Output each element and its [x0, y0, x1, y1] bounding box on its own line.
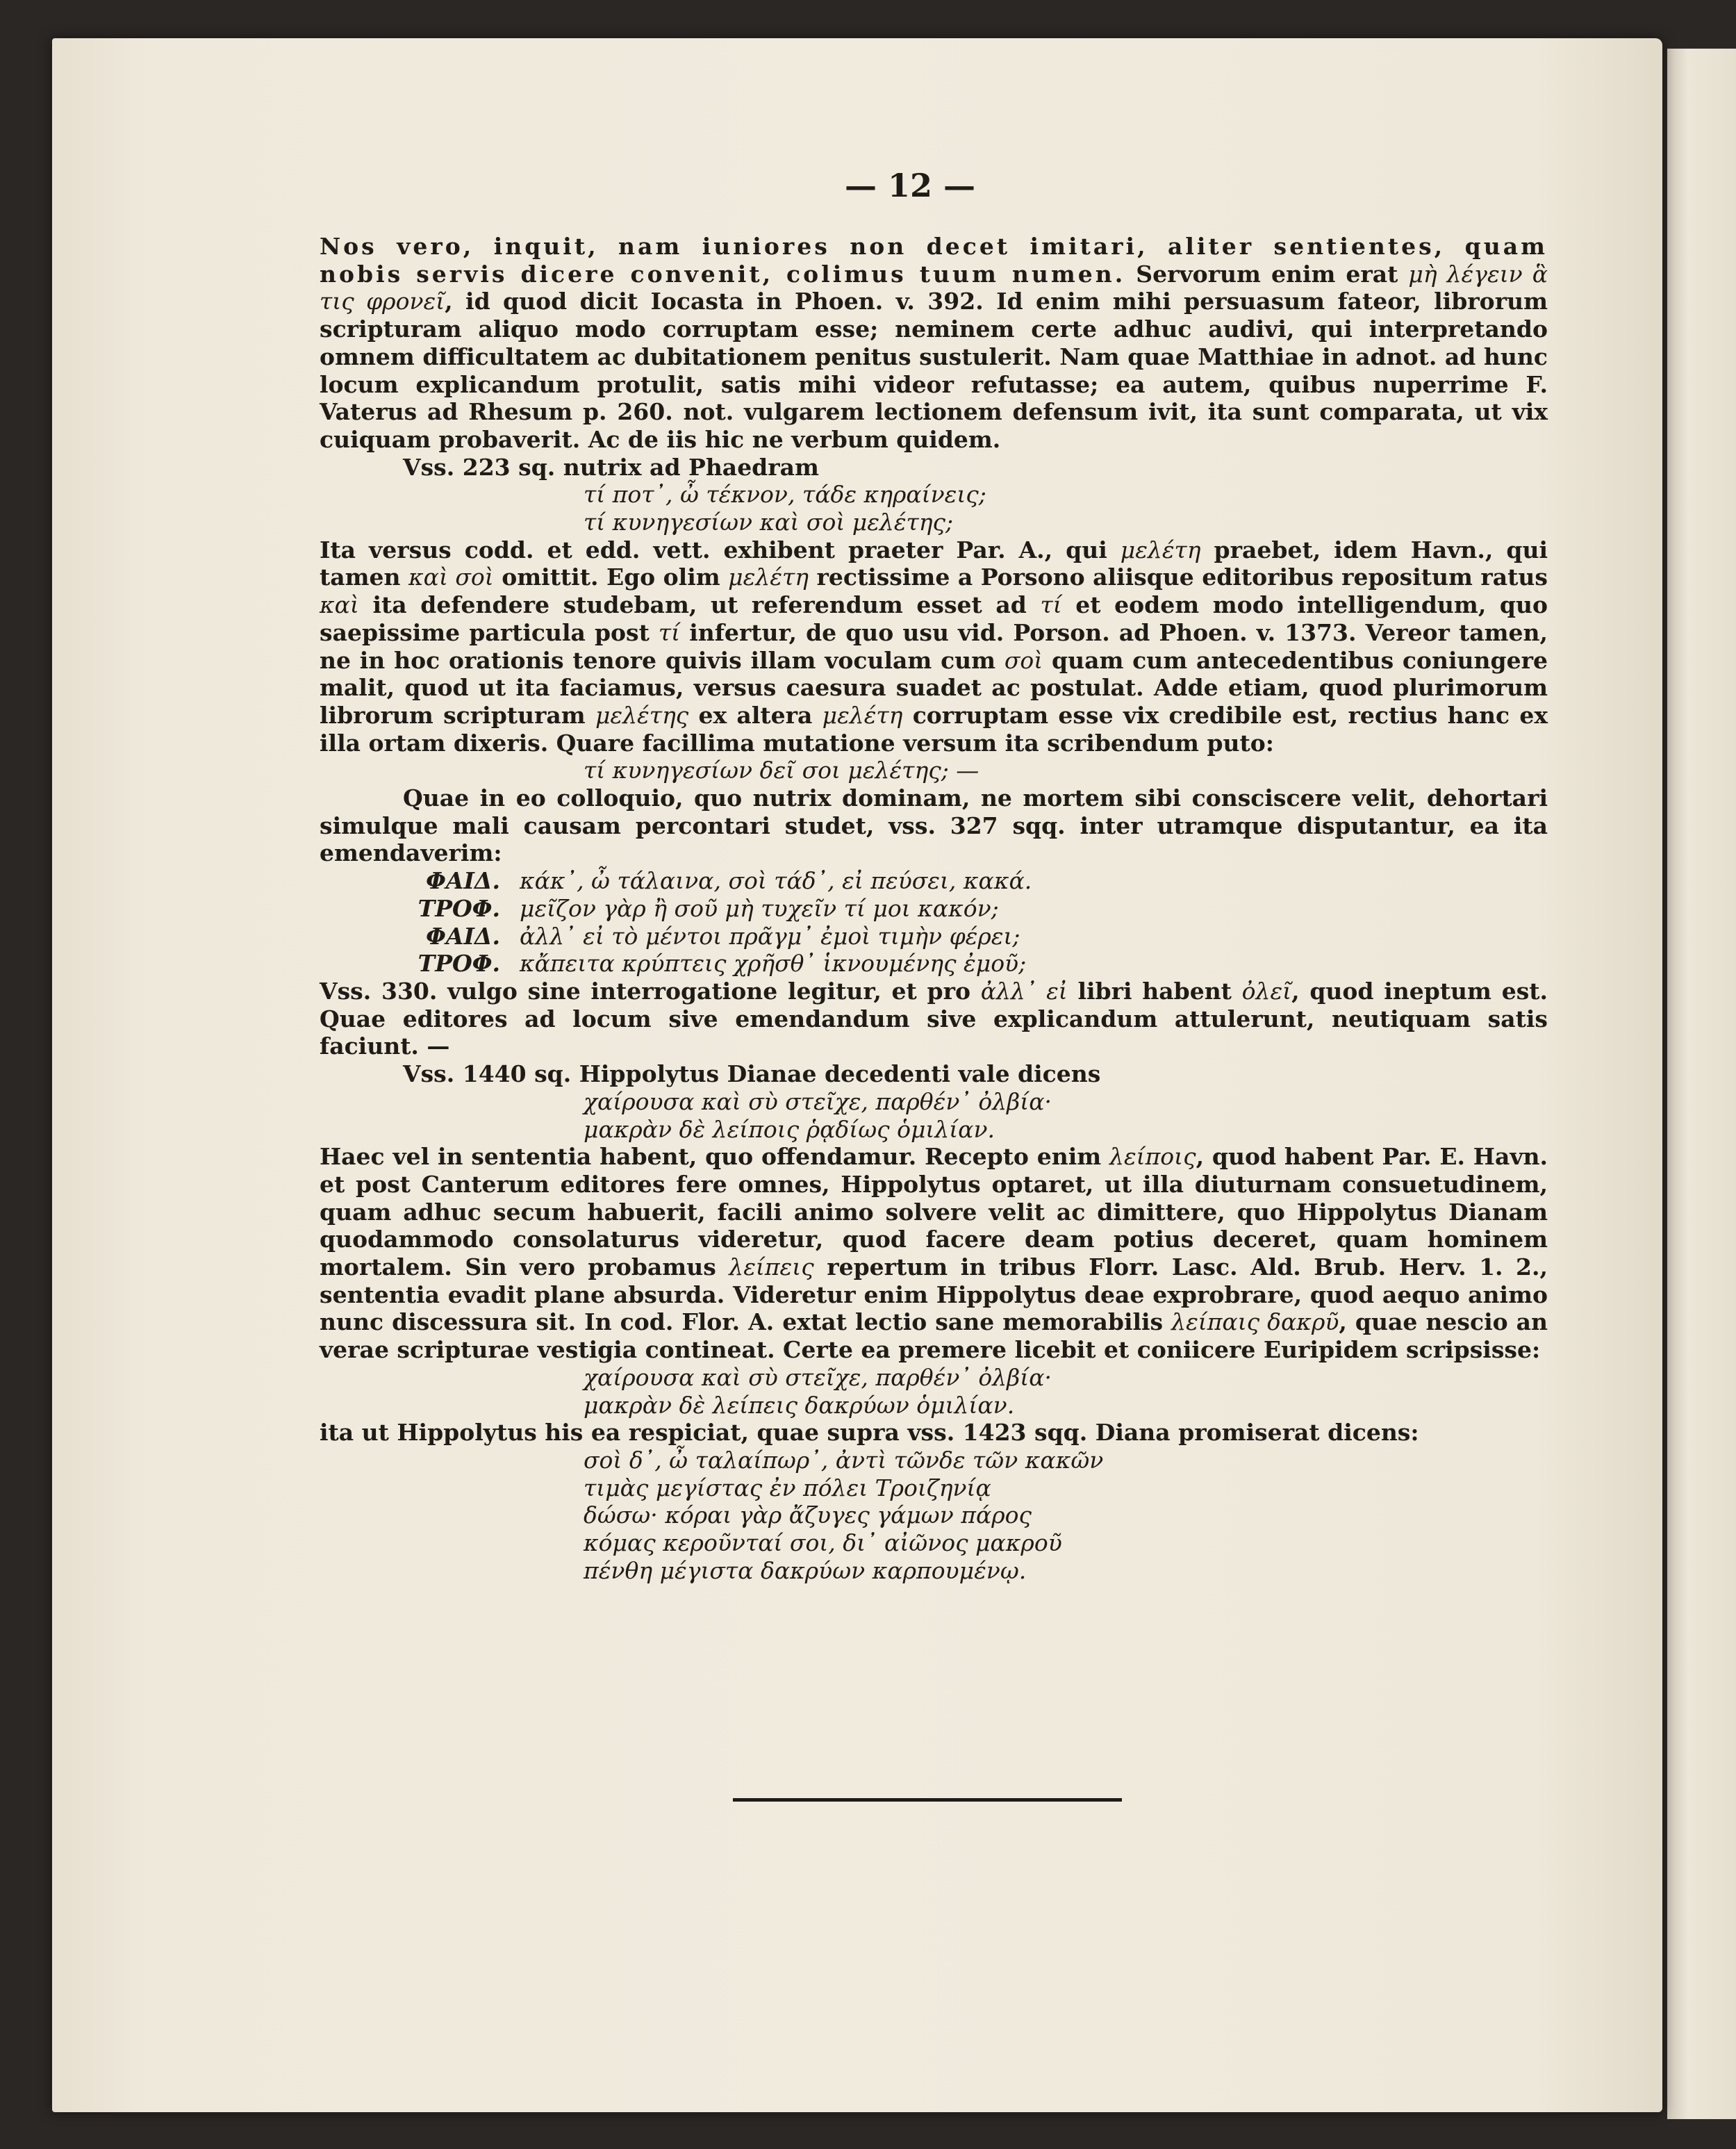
adjacent-page-edge	[1667, 49, 1736, 2119]
verse-block-2	[320, 757, 1548, 784]
text-run: et eodem modo intelligendum, quo saepissime particula post	[320, 591, 1548, 646]
greek-word: λείποις	[1109, 1143, 1196, 1171]
verse-line: σοὶ δ᾽, ὦ ταλαίπωρ᾽, ἀντὶ τῶνδε τῶν κακῶν	[584, 1446, 1104, 1474]
greek-word: σοὶ	[1004, 646, 1043, 674]
text-run: omittit. Ego olim	[493, 563, 729, 591]
paragraph-7	[320, 1143, 1548, 1364]
verse-block-3	[320, 1088, 1548, 1143]
paragraph-1	[320, 233, 1548, 454]
text-run: ita defendere studebam, ut referendum esset ad	[358, 591, 1041, 619]
text-run: , quod ineptum est. Quae editores ad locum sive emendandum sive explicandum attulerunt, neutiquam satis faciunt. —	[320, 977, 1548, 1060]
speaker-label: ΦΑΙΔ.	[426, 922, 500, 950]
verse-line: πένθη μέγιστα δακρύων καρπουμένῳ.	[584, 1556, 1027, 1584]
greek-word: τί	[1040, 591, 1062, 619]
verse-block-4	[320, 1364, 1548, 1419]
speaker-label: ΤΡΟΦ.	[418, 950, 500, 978]
text-run: corruptam esse vix credibile est, rectius hanc ex illa ortam dixeris. Quare facillima mutatione versum ita scribendum puto:	[320, 701, 1548, 757]
greek-word: τί	[658, 618, 681, 646]
verse-line: μακρὰν δὲ λείποις ῥᾳδίως ὁμιλίαν.	[584, 1115, 995, 1143]
text-run: , quae nescio an verae scripturae vestigia contineat. Certe ea premere licebit et coniicere Euripidem scripsisse:	[320, 1308, 1548, 1364]
dialogue-text: κἄπειτα κρύπτεις χρῆσθ᾽ ἱκνουμένης ἐμοῦ;	[520, 950, 1027, 978]
text-run: praebet, idem Havn., qui tamen	[320, 536, 1548, 591]
dialogue-line	[320, 950, 1548, 978]
greek-word: λείπαις δακρῦ	[1171, 1308, 1339, 1336]
end-rule	[733, 1798, 1122, 1802]
greek-word: λείπεις	[729, 1253, 814, 1281]
greek-word: μελέτη	[728, 563, 809, 591]
text-run: Ita versus codd. et edd. vett. exhibent praeter Par. A., qui	[320, 536, 1121, 563]
dialogue-text: ἀλλ᾽ εἰ τὸ μέντοι πρᾶγμ᾽ ἐμοὶ τιμὴν φέρει;	[520, 922, 1020, 950]
greek-quote: μὴ λέγειν ἃ τις φρονεῖ	[320, 260, 1548, 315]
speaker-label: ΤΡΟΦ.	[418, 894, 500, 922]
verse-line: τί ποτ᾽, ὦ τέκνον, τάδε κηραίνεις;	[584, 481, 986, 509]
text-run: quam cum antecedentibus coniungere malit, quod ut ita faciamus, versus caesura suadet ac postulat. Adde etiam, quod plurimorum librorum scripturam	[320, 646, 1548, 729]
paragraph-8: ita ut Hippolytus his ea respiciat, quae supra vss. 1423 sqq. Diana promiserat dicens:	[320, 1419, 1419, 1447]
verse-line: τιμὰς μεγίστας ἐν πόλει Τροιζηνίᾳ	[584, 1474, 991, 1501]
verse-line: χαίρουσα καὶ σὺ στεῖχε, παρθέν᾽ ὀλβία·	[584, 1363, 1052, 1391]
greek-word: καὶ σοὶ	[408, 563, 494, 591]
verse-block-5	[320, 1447, 1548, 1585]
dialogue-line	[320, 867, 1548, 895]
paragraph-2: Vss. 223 sq. nutrix ad Phaedram	[403, 453, 819, 481]
verse-block-1	[320, 481, 1548, 536]
text-run: Vss. 330. vulgo sine interrogatione legitur, et pro	[320, 977, 981, 1005]
verse-line: δώσω· κόραι γὰρ ἄζυγες γάμων πάρος	[584, 1501, 1032, 1529]
text-run: ex altera	[688, 701, 822, 729]
verse-line: χαίρουσα καὶ σὺ στεῖχε, παρθέν᾽ ὀλβία·	[584, 1087, 1052, 1115]
greek-word: μελέτη	[822, 701, 903, 729]
paragraph-5	[320, 978, 1548, 1060]
dialogue-line	[320, 895, 1548, 923]
dialogue-text: κάκ᾽, ὦ τάλαινα, σοὶ τάδ᾽, εἰ πεύσει, κακά.	[520, 867, 1032, 895]
verse-line: τί κυνηγεσίων δεῖ σοι μελέτης; —	[584, 757, 979, 784]
greek-word: μελέτη	[1120, 536, 1201, 563]
page-number: — 12 —	[844, 167, 976, 204]
paragraph-4: Quae in eo colloquio, quo nutrix dominam, ne mortem sibi consciscere velit, dehortari simulque mali causam percontari studet, vss. 327 sqq. inter utramque disputantur, ea ita emendaverim:	[320, 784, 1548, 867]
text-run: Haec vel in sententia habent, quo offendamur. Recepto enim	[320, 1143, 1110, 1171]
greek-word: ὀλεῖ	[1241, 977, 1292, 1005]
verse-line: μακρὰν δὲ λείπεις δακρύων ὁμιλίαν.	[584, 1391, 1015, 1419]
text-run: repertum in tribus Florr. Lasc. Ald. Brub. Herv. 1. 2., sententia evadit plane absurda. Videretur enim Hippolytus deae exprobrare, quod aequo animo nunc discessura sit. In cod. Flor. A. extat lectio sane memorabilis	[320, 1253, 1548, 1336]
dialogue-text: μεῖζον γὰρ ἢ σοῦ μὴ τυχεῖν τί μοι κακόν;	[520, 894, 999, 922]
text-run: Servorum enim erat	[1125, 260, 1409, 288]
text-run: , id quod dicit Iocasta in Phoen. v. 392. Id enim mihi persuasum fateor, librorum scripturam aliquo modo corruptam esse; neminem certe adhuc audivi, qui interpretando omnem difficultatem ac dubitationem penitus sustulerit. Nam quae Matthiae in adnot. ad hunc locum explicandum protulit, satis mihi videor refutasse; ea autem, quibus nuperrime F. Vaterus ad Rhesum p. 260. not. vulgarem lectionem defensum ivit, ita sunt comparata, ut vix cuiquam probaverit. Ac de iis hic ne verbum quidem.	[320, 288, 1548, 453]
greek-word: καὶ	[320, 591, 359, 619]
verse-line: κόμας κεροῦνταί σοι, δι᾽ αἰῶνος μακροῦ	[584, 1529, 1062, 1557]
dialogue-line	[320, 923, 1548, 950]
text-run: rectissime a Porsono aliisque editoribus repositum ratus	[808, 563, 1548, 591]
text-run: infertur, de quo usu vid. Porson. ad Phoen. v. 1373. Vereor tamen, ne in hoc orationis tenore quivis illam voculam cum	[320, 618, 1548, 674]
spaced-quotation: Nos vero, inquit, nam iuniores non decet imitari, aliter sentientes, quam nobis servis dicere convenit, colimus tuum numen.	[320, 233, 1548, 288]
greek-word: ἀλλ᾽ εἰ	[980, 977, 1068, 1005]
verse-line: τί κυνηγεσίων καὶ σοὶ μελέτης;	[584, 509, 954, 536]
dialogue-block	[320, 867, 1548, 978]
page-body	[320, 233, 1548, 1584]
paragraph-6: Vss. 1440 sq. Hippolytus Dianae decedenti vale dicens	[403, 1060, 1101, 1088]
speaker-label: ΦΑΙΔ.	[426, 867, 500, 895]
paragraph-3	[320, 536, 1548, 757]
greek-word: μελέτης	[595, 701, 689, 729]
text-run: , quod habent Par. E. Havn. et post Canterum editores fere omnes, Hippolytus optaret, ut illa diuturnam consuetudinem, quam adhuc secum habuerit, facili animo solvere velit ac dimittere, quo Hippolytus Dianam quodammodo consolaturus videretur, quod facere deam potius deceret, quam hominem mortalem. Sin vero probamus	[320, 1143, 1548, 1281]
text-run: libri habent	[1067, 977, 1242, 1005]
